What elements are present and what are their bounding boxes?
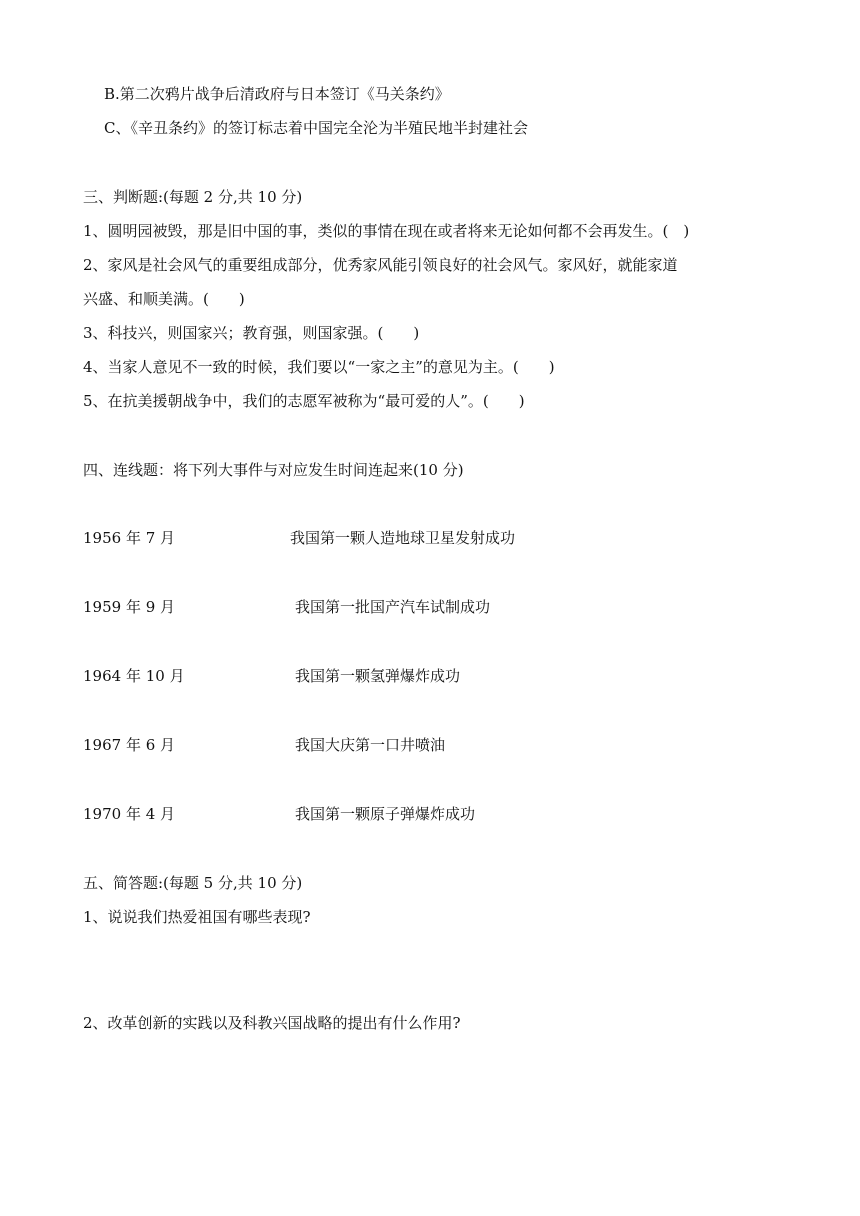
short-answer-q1: 1、说说我们热爱祖国有哪些表现? — [83, 908, 311, 926]
match-date-1: 1956 年 7 月 — [83, 529, 176, 547]
match-event-4: 我国大庆第一口井喷油 — [295, 736, 446, 754]
match-date-3: 1964 年 10 月 — [83, 667, 185, 685]
judgment-item-2-cont: 兴盛、和顺美满。( ) — [83, 290, 245, 308]
option-b: B.第二次鸦片战争后清政府与日本签订《马关条约》 — [104, 85, 450, 103]
short-answer-q2: 2、改革创新的实践以及科教兴国战略的提出有什么作用? — [83, 1014, 461, 1032]
match-event-2: 我国第一批国产汽车试制成功 — [295, 598, 491, 616]
match-event-1: 我国第一颗人造地球卫星发射成功 — [290, 529, 516, 547]
judgment-item-4: 4、当家人意见不一致的时候，我们要以“一家之主”的意见为主。( ) — [83, 358, 555, 376]
section-5-title: 五、简答题:(每题 5 分,共 10 分) — [83, 874, 303, 892]
match-event-3: 我国第一颗氢弹爆炸成功 — [295, 667, 461, 685]
match-date-5: 1970 年 4 月 — [83, 805, 176, 823]
section-4-title: 四、连线题：将下列大事件与对应发生时间连起来(10 分) — [83, 461, 464, 479]
option-c: C、《辛丑条约》的签订标志着中国完全沦为半殖民地半封建社会 — [104, 119, 528, 137]
judgment-item-5: 5、在抗美援朝战争中，我们的志愿军被称为“最可爱的人”。( ) — [83, 392, 525, 410]
judgment-item-1: 1、圆明园被毁，那是旧中国的事，类似的事情在现在或者将来无论如何都不会再发生。( ) — [83, 222, 690, 240]
judgment-item-3: 3、科技兴，则国家兴；教育强，则国家强。( ) — [83, 324, 420, 342]
match-date-2: 1959 年 9 月 — [83, 598, 176, 616]
match-event-5: 我国第一颗原子弹爆炸成功 — [295, 805, 476, 823]
match-date-4: 1967 年 6 月 — [83, 736, 176, 754]
judgment-item-2: 2、家风是社会风气的重要组成部分，优秀家风能引领良好的社会风气。家风好，就能家道 — [83, 256, 678, 274]
section-3-title: 三、判断题:(每题 2 分,共 10 分) — [83, 188, 303, 206]
